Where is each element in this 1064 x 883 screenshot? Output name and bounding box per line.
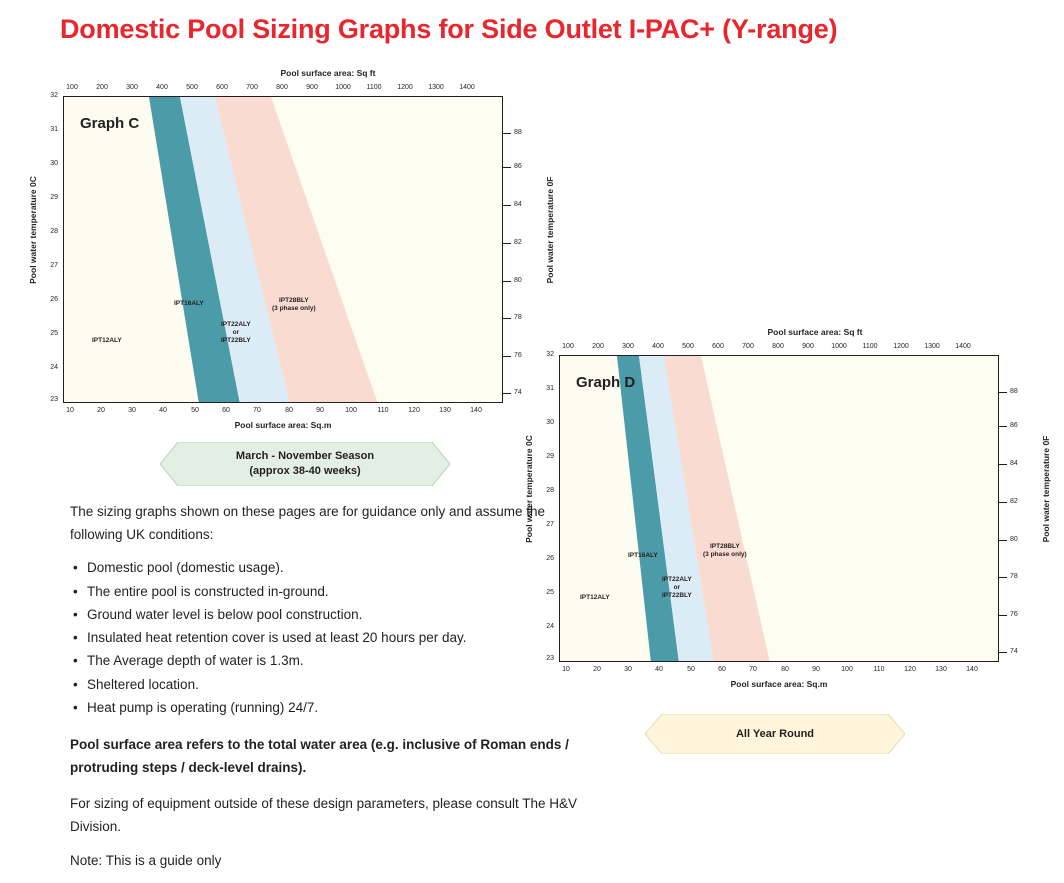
graph-c-title: Graph C bbox=[80, 115, 140, 132]
notes-emphasis: Pool surface area refers to the total water area (e.g. inclusive of Roman ends / protruding steps / deck-level drains). bbox=[70, 736, 569, 776]
graph-d-band-label-ipt28bly: IPT28BLY (3 phase only) bbox=[703, 543, 747, 559]
graph-c-top-axis-title: Pool surface area: Sq ft bbox=[280, 68, 376, 78]
graph-c-band-label-ipt16aly: IPT16ALY bbox=[174, 300, 204, 307]
notes-bullet: • The entire pool is constructed in-ground. bbox=[70, 580, 600, 603]
graph-d-band-label-ipt12aly: IPT12ALY bbox=[580, 594, 610, 601]
graph-d-bands bbox=[560, 356, 999, 662]
graph-c-bottom-axis-title: Pool surface area: Sq.m bbox=[234, 420, 332, 430]
graph-c-band-label-ipt28bly: IPT28BLY (3 phase only) bbox=[272, 297, 316, 313]
graph-d-title: Graph D bbox=[576, 374, 636, 391]
notes-bullet: • Sheltered location. bbox=[70, 673, 600, 696]
notes-tail-2: Note: This is a guide only bbox=[70, 853, 222, 869]
notes-bullet: • Heat pump is operating (running) 24/7. bbox=[70, 696, 600, 719]
page-title: Domestic Pool Sizing Graphs for Side Outlet I-PAC+ (Y-range) bbox=[60, 14, 838, 44]
notes-bullet-list bbox=[70, 556, 600, 719]
notes-bullet: • Ground water level is below pool construction. bbox=[70, 603, 600, 626]
graph-c-chart: Pool surface area: Sq ft 100 200 300 400 500 600 700 800 900 1000 1100 1200 1300 1400 Graph C IPT12ALY IPT16ALY IPT22ALY or IPT22BLY IPT28BLY (3 phase only) 32 31 30 29 28 27 26 25 24 23 88 86 84 82 80 78 76 74 10 20 30 40 50 60 70 80 90 100 110 120 130 140 Pool surface area: Sq.m Pool water temperature 0C Pool water temperature 0F bbox=[28, 68, 555, 430]
graph-c-left-axis-title: Pool water temperature 0C bbox=[28, 176, 38, 284]
graph-d-left-axis-title: Pool water temperature 0C bbox=[524, 435, 534, 543]
notes-block bbox=[70, 500, 600, 883]
march-november-banner-line1: March - November Season bbox=[235, 450, 375, 463]
graph-c-band-label-ipt12aly: IPT12ALY bbox=[92, 337, 122, 344]
notes-bullet: • The Average depth of water is 1.3m. bbox=[70, 649, 600, 672]
graph-d-chart: Pool surface area: Sq ft 100 200 300 400 500 600 700 800 900 1000 1100 1200 1300 1400 Graph D IPT12ALY IPT16ALY IPT22ALY or IPT22BLY IPT28BLY (3 phase only) 32 31 30 29 28 27 26 25 24 23 88 86 84 82 80 78 76 74 10 20 30 40 50 60 70 80 90 100 110 120 130 140 Pool surface area: Sq.m Pool water temperature 0C Pool water temperature 0F bbox=[524, 327, 1051, 689]
all-year-round-banner bbox=[645, 714, 905, 754]
notes-intro: The sizing graphs shown on these pages are for guidance only and assume the following UK conditions: bbox=[70, 504, 546, 543]
notes-bullet: • Domestic pool (domestic usage). bbox=[70, 556, 600, 579]
march-november-banner-line2: (approx 38-40 weeks) bbox=[249, 465, 361, 477]
graph-c-band-label-ipt22: IPT22ALY or IPT22BLY bbox=[221, 321, 251, 345]
all-year-round-banner-line1: All Year Round bbox=[735, 727, 815, 740]
graph-d-band-label-ipt22: IPT22ALY or IPT22BLY bbox=[662, 576, 692, 600]
graph-d-right-axis-title: Pool water temperature 0F bbox=[1041, 435, 1051, 543]
graph-d-top-axis-title: Pool surface area: Sq ft bbox=[767, 327, 863, 337]
notes-bullet: • Insulated heat retention cover is used at least 20 hours per day. bbox=[70, 626, 600, 649]
graph-c-plot-area bbox=[63, 96, 503, 403]
graph-c-right-axis-title: Pool water temperature 0F bbox=[545, 176, 555, 284]
graph-d-bottom-axis-title: Pool surface area: Sq.m bbox=[730, 679, 828, 689]
graph-c-bands bbox=[64, 97, 503, 403]
notes-tail-1: For sizing of equipment outside of these design parameters, please consult The H&V Division. bbox=[70, 796, 578, 835]
graph-d-band-label-ipt16aly: IPT16ALY bbox=[628, 552, 658, 559]
graph-d-plot-area bbox=[559, 355, 999, 662]
march-november-banner bbox=[160, 442, 450, 486]
